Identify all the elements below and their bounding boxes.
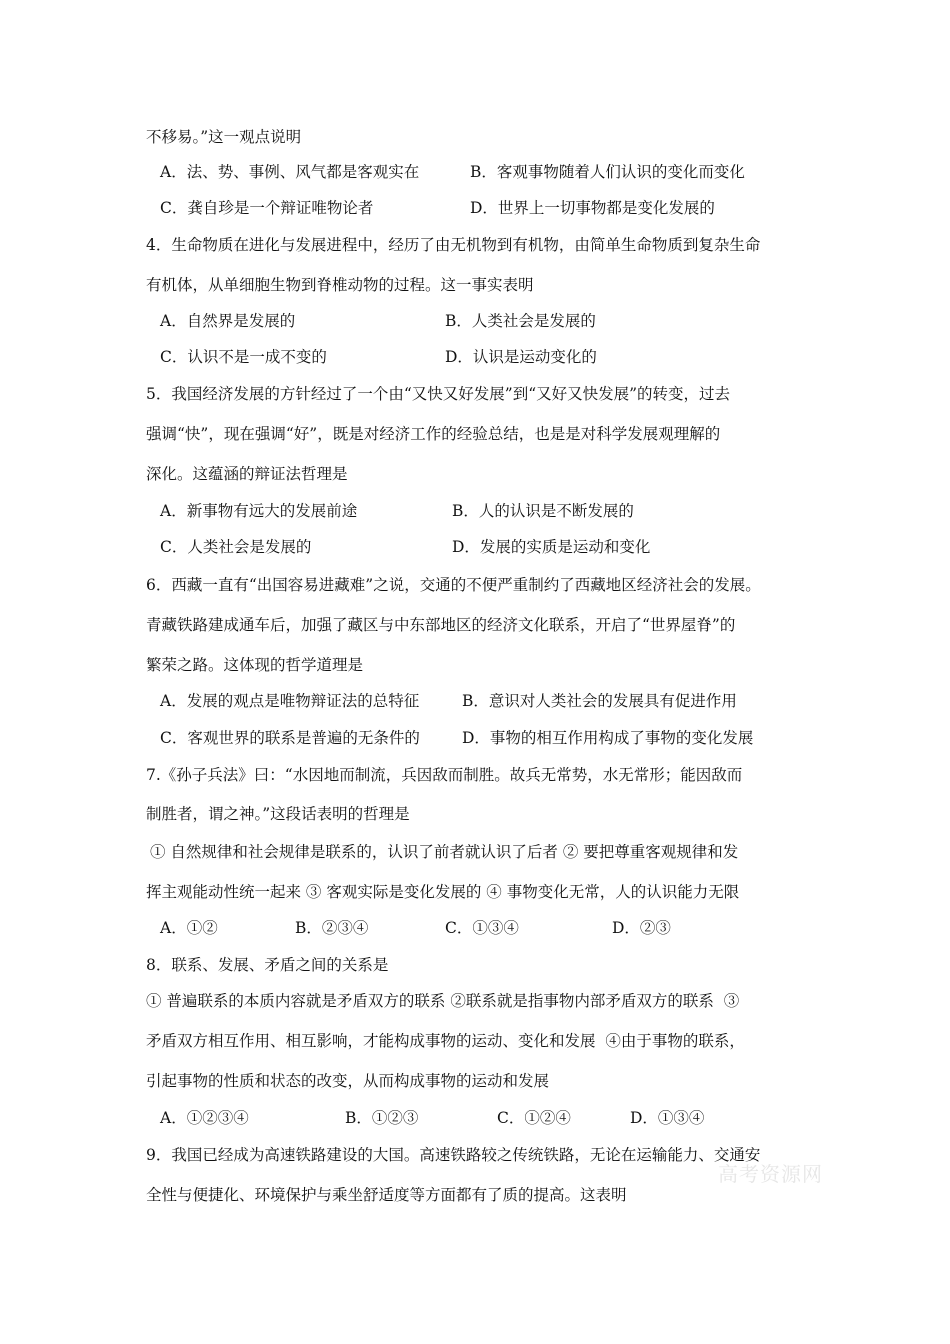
q4-option-c: C．认识不是一成不变的 xyxy=(160,348,327,366)
q7-stem-line-2: 制胜者，谓之神。”这段话表明的哲理是 xyxy=(146,805,410,823)
q5-option-b: B．人的认识是不断发展的 xyxy=(452,502,634,520)
q7-statements-line-1: ① 自然规律和社会规律是联系的，认识了前者就认识了后者 ② 要把尊重客观规律和发 xyxy=(150,843,739,861)
q8-statements-line-3: 引起事物的性质和状态的改变，从而构成事物的运动和发展 xyxy=(146,1072,550,1090)
q3-option-d: D．世界上一切事物都是变化发展的 xyxy=(470,199,715,217)
q6-stem-line-1: 6．西藏一直有“出国容易进藏难”之说，交通的不便严重制约了西藏地区经济社会的发展。 xyxy=(146,576,761,594)
q3-stem-tail: 不移易。”这一观点说明 xyxy=(146,128,302,146)
q5-stem-line-1: 5．我国经济发展的方针经过了一个由“又快又好发展”到“又好又快发展”的转变，过去 xyxy=(146,385,731,403)
q5-stem-line-3: 深化。这蕴涵的辩证法哲理是 xyxy=(146,465,348,483)
q8-option-b: B．①②③ xyxy=(345,1109,419,1127)
q5-stem-line-2: 强调“快”，现在强调“好”，既是对经济工作的经验总结，也是是对科学发展观理解的 xyxy=(146,425,721,443)
q9-stem-line-2: 全性与便捷化、环境保护与乘坐舒适度等方面都有了质的提高。这表明 xyxy=(146,1186,627,1204)
q8-statements-line-2: 矛盾双方相互作用、相互影响，才能构成事物的运动、变化和发展 ④由于事物的联系， xyxy=(146,1032,745,1050)
q6-option-a: A．发展的观点是唯物辩证法的总特征 xyxy=(160,692,420,710)
q7-statements-line-2: 挥主观能动性统一起来 ③ 客观实际是变化发展的 ④ 事物变化无常，人的认识能力无限 xyxy=(146,883,740,901)
q3-option-a: A．法、势、事例、风气都是客观实在 xyxy=(160,163,420,181)
q6-option-c: C．客观世界的联系是普遍的无条件的 xyxy=(160,729,420,747)
q8-statements-line-1: ① 普遍联系的本质内容就是矛盾双方的联系 ②联系就是指事物内部矛盾双方的联系 ③ xyxy=(146,992,740,1010)
q6-option-b: B．意识对人类社会的发展具有促进作用 xyxy=(462,692,737,710)
q5-option-c: C．人类社会是发展的 xyxy=(160,538,312,556)
q6-option-d: D．事物的相互作用构成了事物的变化发展 xyxy=(462,729,754,747)
watermark: 高考资源网 xyxy=(718,1162,823,1186)
q3-option-c: C．龚自珍是一个辩证唯物论者 xyxy=(160,199,374,217)
q7-option-a: A．①② xyxy=(160,919,218,937)
q4-option-a: A．自然界是发展的 xyxy=(160,312,296,330)
q8-option-d: D．①③④ xyxy=(630,1109,705,1127)
q7-option-c: C．①③④ xyxy=(445,919,519,937)
q8-option-c: C．①②④ xyxy=(497,1109,571,1127)
q6-stem-line-3: 繁荣之路。这体现的哲学道理是 xyxy=(146,656,364,674)
q7-option-b: B．②③④ xyxy=(295,919,369,937)
q9-stem-line-1: 9．我国已经成为高速铁路建设的大国。高速铁路较之传统铁路，无论在运输能力、交通安 xyxy=(146,1146,761,1164)
q5-option-a: A．新事物有远大的发展前途 xyxy=(160,502,358,520)
q8-option-a: A．①②③④ xyxy=(160,1109,249,1127)
q7-option-d: D．②③ xyxy=(612,919,671,937)
q4-option-d: D．认识是运动变化的 xyxy=(445,348,597,366)
q4-stem-line-2: 有机体，从单细胞生物到脊椎动物的过程。这一事实表明 xyxy=(146,276,534,294)
q4-option-b: B．人类社会是发展的 xyxy=(445,312,596,330)
q6-stem-line-2: 青藏铁路建成通车后，加强了藏区与中东部地区的经济文化联系，开启了“世界屋脊”的 xyxy=(146,616,736,634)
q3-option-b: B．客观事物随着人们认识的变化而变化 xyxy=(470,163,745,181)
q4-stem-line-1: 4．生命物质在进化与发展进程中，经历了由无机物到有机物，由简单生命物质到复杂生命 xyxy=(146,236,761,254)
q7-stem-line-1: 7.《孙子兵法》曰：“水因地而制流，兵因敌而制胜。故兵无常势，水无常形；能因敌而 xyxy=(146,766,743,784)
q8-stem: 8．联系、发展、矛盾之间的关系是 xyxy=(146,956,389,974)
q5-option-d: D．发展的实质是运动和变化 xyxy=(452,538,651,556)
